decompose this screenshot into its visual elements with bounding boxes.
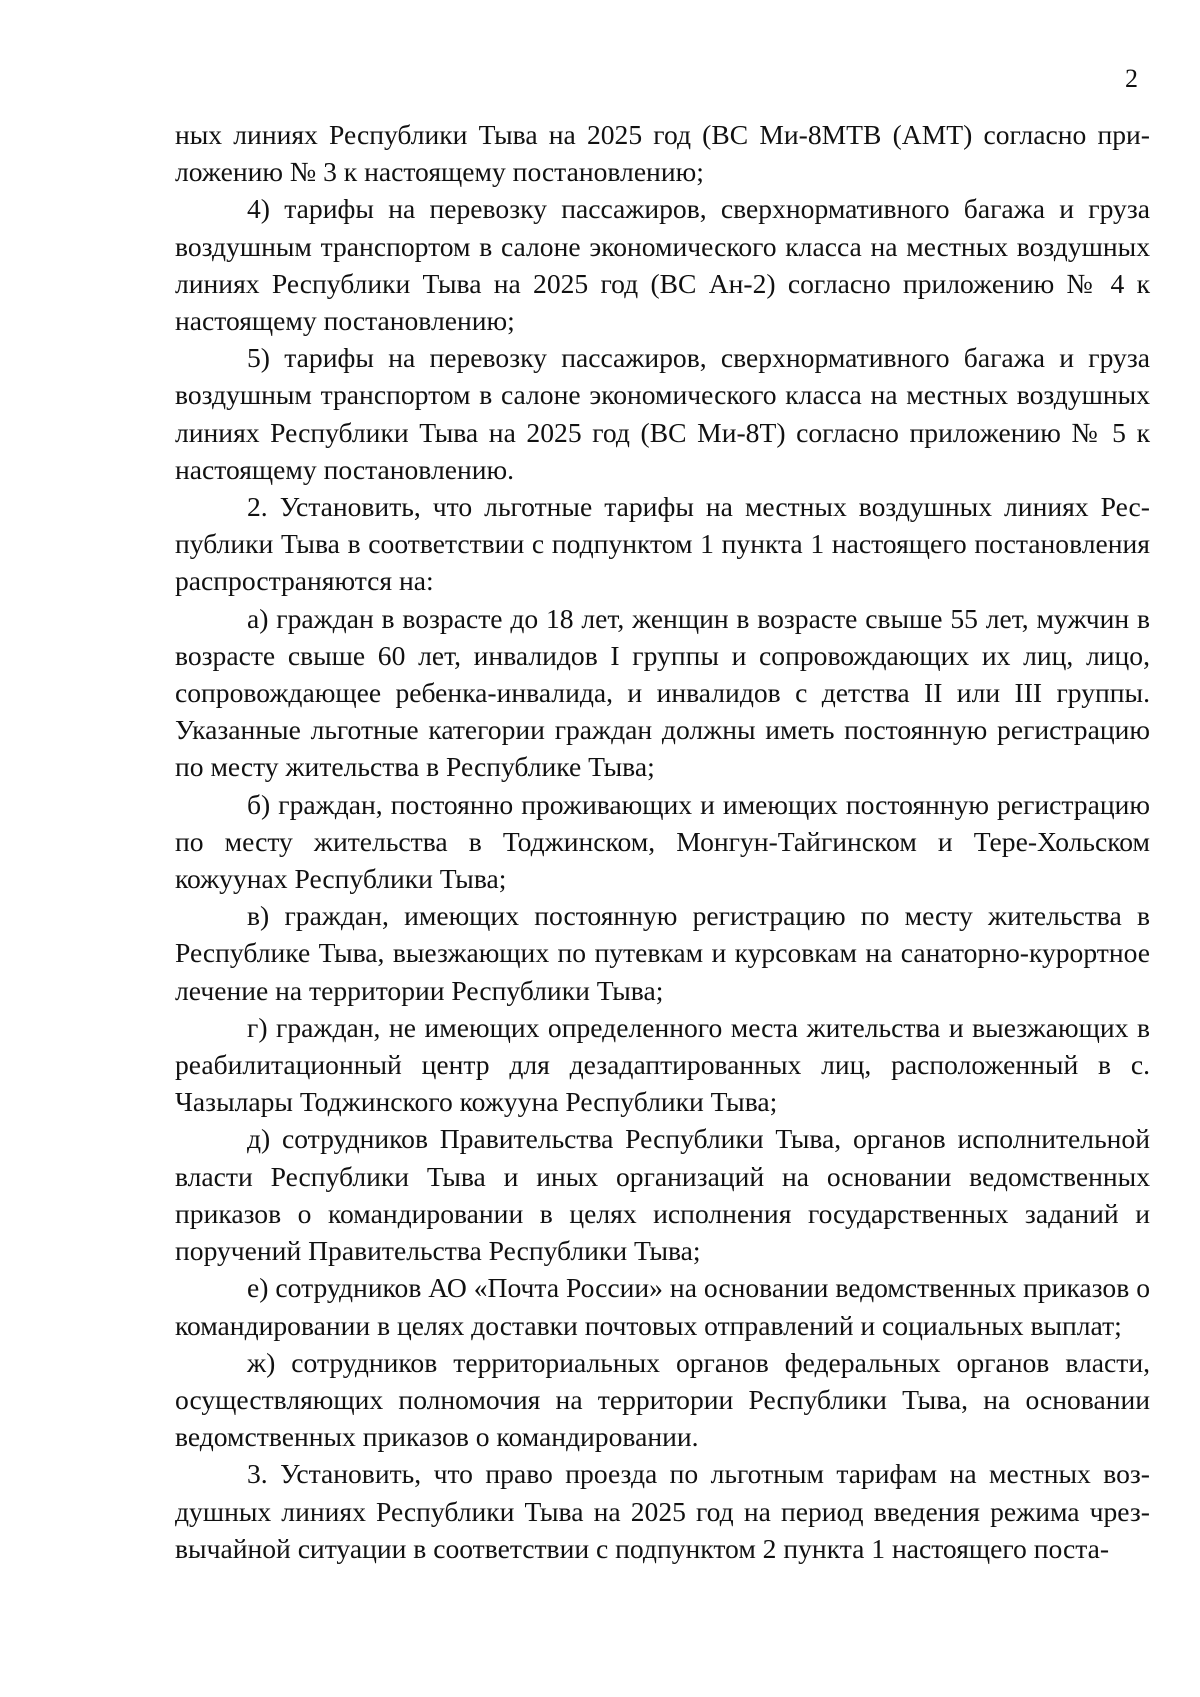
page-number: 2	[1125, 64, 1138, 93]
paragraph-subitem-g: г) граждан, не имеющих определенного места жительства и выезжающих в реабилитационный центр для дезадаптированных лиц, расположенный в с. Чазылары Тоджинского кожууна Республики Тыва;	[175, 1011, 1150, 1118]
paragraph-subitem-zh: ж) сотрудников территориальных органов федеральных органов власти, осуществляющих полномочия на территории Республики Тыва, на основании ведомственных приказов о командировании.	[175, 1346, 1150, 1453]
paragraph-subitem-a: а) граждан в возрасте до 18 лет, женщин в возрасте свыше 55 лет, мужчин в возрасте свыше 60 лет, инвалидов I группы и сопровождающих их лиц, лицо, сопровождающее ребенка-инвалида, и инвалидов с детства II или III группы. Указанные льготные категории граждан должны иметь постоянную регистрацию по месту жительства в Республике Тыва;	[175, 602, 1150, 783]
paragraph-item-4: 4) тарифы на перевозку пассажиров, сверхнормативного багажа и груза воздушным транспортом в салоне экономического класса на местных воздушных линиях Республики Тыва на 2025 год (ВС Ан-2) согласно приложению № 4 к настоящему постановлению;	[175, 193, 1150, 337]
document-body	[175, 116, 1150, 1567]
paragraph-subitem-d: д) сотрудников Правительства Республики Тыва, органов исполнительной власти Республики Тыва и иных организаций на основании ведомственных приказов о командировании в целях исполнения государственных заданий и поручений Правительства Республики Тыва;	[175, 1123, 1150, 1267]
paragraph-item-5: 5) тарифы на перевозку пассажиров, сверхнормативного багажа и груза воздушным транспортом в салоне экономического класса на местных воздушных линиях Республики Тыва на 2025 год (ВС Ми-8Т) согласно приложению № 5 к настоящему постановлению.	[175, 342, 1150, 485]
paragraph-subitem-b: б) граждан, постоянно проживающих и имеющих постоянную регистрацию по месту жительства в Тоджинском, Монгун-Тайгинском и Тере-Хольском кожуунах Республики Тыва;	[175, 788, 1150, 895]
paragraph-continuation: ных линиях Республики Тыва на 2025 год (ВС Ми-8МТВ (АМТ) согласно приложению № 3 к настоящему постановлению;	[175, 119, 1150, 188]
paragraph-subitem-v: в) граждан, имеющих постоянную регистрацию по месту жительства в Республике Тыва, выезжающих по путевкам и курсовкам на санаторно-курортное лечение на территории Республики Тыва;	[175, 900, 1150, 1006]
paragraph-clause-2: 2. Установить, что льготные тарифы на местных воздушных линиях Республики Тыва в соответствии с подпунктом 1 пункта 1 настоящего постановления распространяются на:	[175, 491, 1150, 597]
paragraph-clause-3: 3. Установить, что право проезда по льготным тарифам на местных воздушных линиях Республики Тыва на 2025 год на период введения режима чрезвычайной ситуации в соответствии с подпунктом 2 пункта 1 настоящего поста-	[175, 1458, 1150, 1564]
paragraph-subitem-e: е) сотрудников АО «Почта России» на основании ведомственных приказов о командировании в целях доставки почтовых отправлений и социальных выплат;	[175, 1272, 1150, 1341]
